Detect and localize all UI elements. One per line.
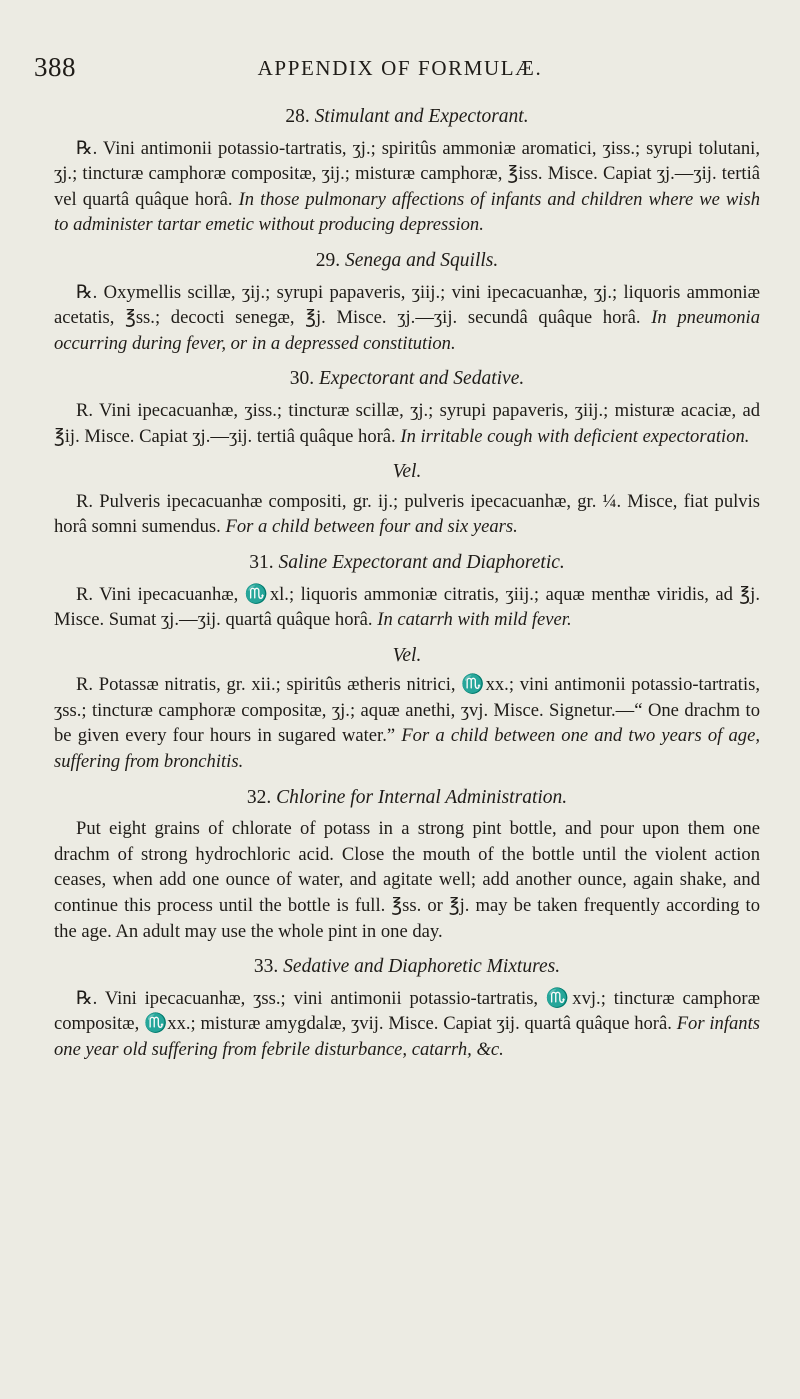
- formula-32: [54, 785, 760, 945]
- alternative-label: Vel.: [392, 644, 422, 666]
- prescription: R. Vini ipecacuanhæ, ♏xl.; liquoris ammoniæ citratis, ʒiij.; aquæ menthæ viridis, ad ℥j. Misce. Sumat ʒj.—ʒij. quartâ quâque horâ. In catarrh with mild fever.: [54, 583, 760, 631]
- indication: For infants one year old suffering from febrile disturbance, catarrh, &c.: [54, 1013, 760, 1060]
- prescription: R. Vini ipecacuanhæ, ʒiss.; tincturæ scillæ, ʒj.; syrupi papaveris, ʒiij.; misturæ acaciæ, ad ℥ij. Misce. Capiat ʒj.—ʒij. tertiâ quâque horâ. In irritable cough with deficient expectoration.: [54, 399, 760, 447]
- section-title: 28. Stimulant and Expectorant.: [285, 106, 529, 127]
- alternative-prescription: R. Potassæ nitratis, gr. xii.; spiritûs ætheris nitrici, ♏xx.; vini antimonii potassio-tartratis, ʒss.; tincturæ camphoræ compositæ, ʒj.; aquæ anethi, ʒvj. Misce. Signetur.—“ One drachm to be given every four hours in sugared water.” For a child between one and two years of age, suffering from bronchitis.: [54, 674, 760, 773]
- indication: In pneumonia occurring during fever, or in a depressed constitution.: [54, 307, 761, 354]
- indication: For a child between four and six years.: [225, 516, 518, 538]
- prescription: ℞. Oxymellis scillæ, ʒij.; syrupi papaveris, ʒiij.; vini ipecacuanhæ, ʒj.; liquoris ammoniæ acetatis, ℥ss.; decocti senegæ, ℥j. Misce. ʒj.—ʒij. secundâ quâque horâ. In pneumonia occurring during fever, or in a depressed constitution.: [54, 281, 761, 354]
- running-head: APPENDIX OF FORMULÆ.: [257, 56, 543, 80]
- indication: In irritable cough with deficient expectoration.: [400, 425, 750, 447]
- indication: In catarrh with mild fever.: [377, 609, 572, 631]
- alternative-label: Vel.: [392, 461, 422, 483]
- page-number: 388: [34, 52, 76, 82]
- section-title: 31. Saline Expectorant and Diaphoretic.: [249, 551, 565, 573]
- section-title: 30. Expectorant and Sedative.: [289, 368, 525, 390]
- formula-31: [54, 550, 760, 775]
- section-title: 33. Sedative and Diaphoretic Mixtures.: [253, 956, 561, 978]
- prescription: ℞. Vini antimonii potassio-tartratis, ʒj.; spiritûs ammoniæ aromatici, ʒiss.; syrupi tolutani, ʒj.; tincturæ camphoræ compositæ, ʒij.; misturæ camphoræ, ℥iss. Misce. Capiat ʒj.—ʒij. tertiâ vel quartâ quâque horâ. In those pulmonary affections of infants and children where we wish to administer tartar emetic without producing depression.: [54, 137, 761, 236]
- instructions: Put eight grains of chlorate of potass in a strong pint bottle, and pour upon them one drachm of strong hydrochloric acid. Close the mouth of the bottle until the violent action ceases, when add one ounce of water, and agitate well; add another ounce, again shake, and continue this process until the bottle is full. ℥ss. or ℥j. may be taken frequently according to the age. An adult may use the whole pint in one day.: [54, 818, 760, 942]
- indication: In those pulmonary affections of infants and children where we wish to administer tartar emetic without producing depression.: [54, 188, 761, 236]
- formula-28: [54, 104, 760, 238]
- section-title: 32. Chlorine for Internal Administration.: [246, 786, 568, 808]
- formula-30: [54, 366, 760, 540]
- indication: For a child between one and two years of age, suffering from bronchitis.: [54, 725, 760, 773]
- alternative-prescription: R. Pulveris ipecacuanhæ compositi, gr. ij.; pulveris ipecacuanhæ, gr. ¼. Misce, fiat pulvis horâ somni sumendus. For a child between four and six years.: [54, 490, 760, 538]
- page-body: [54, 104, 760, 1073]
- formula-29: [54, 248, 760, 356]
- section-title: 29. Senega and Squills.: [315, 249, 499, 271]
- prescription: ℞. Vini ipecacuanhæ, ʒss.; vini antimonii potassio-tartratis, ♏xvj.; tincturæ camphoræ compositæ, ♏xx.; misturæ amygdalæ, ʒvij. Misce. Capiat ʒij. quartâ quâque horâ. For infants one year old suffering from febrile disturbance, catarrh, &c.: [54, 987, 760, 1060]
- formula-33: [54, 954, 760, 1062]
